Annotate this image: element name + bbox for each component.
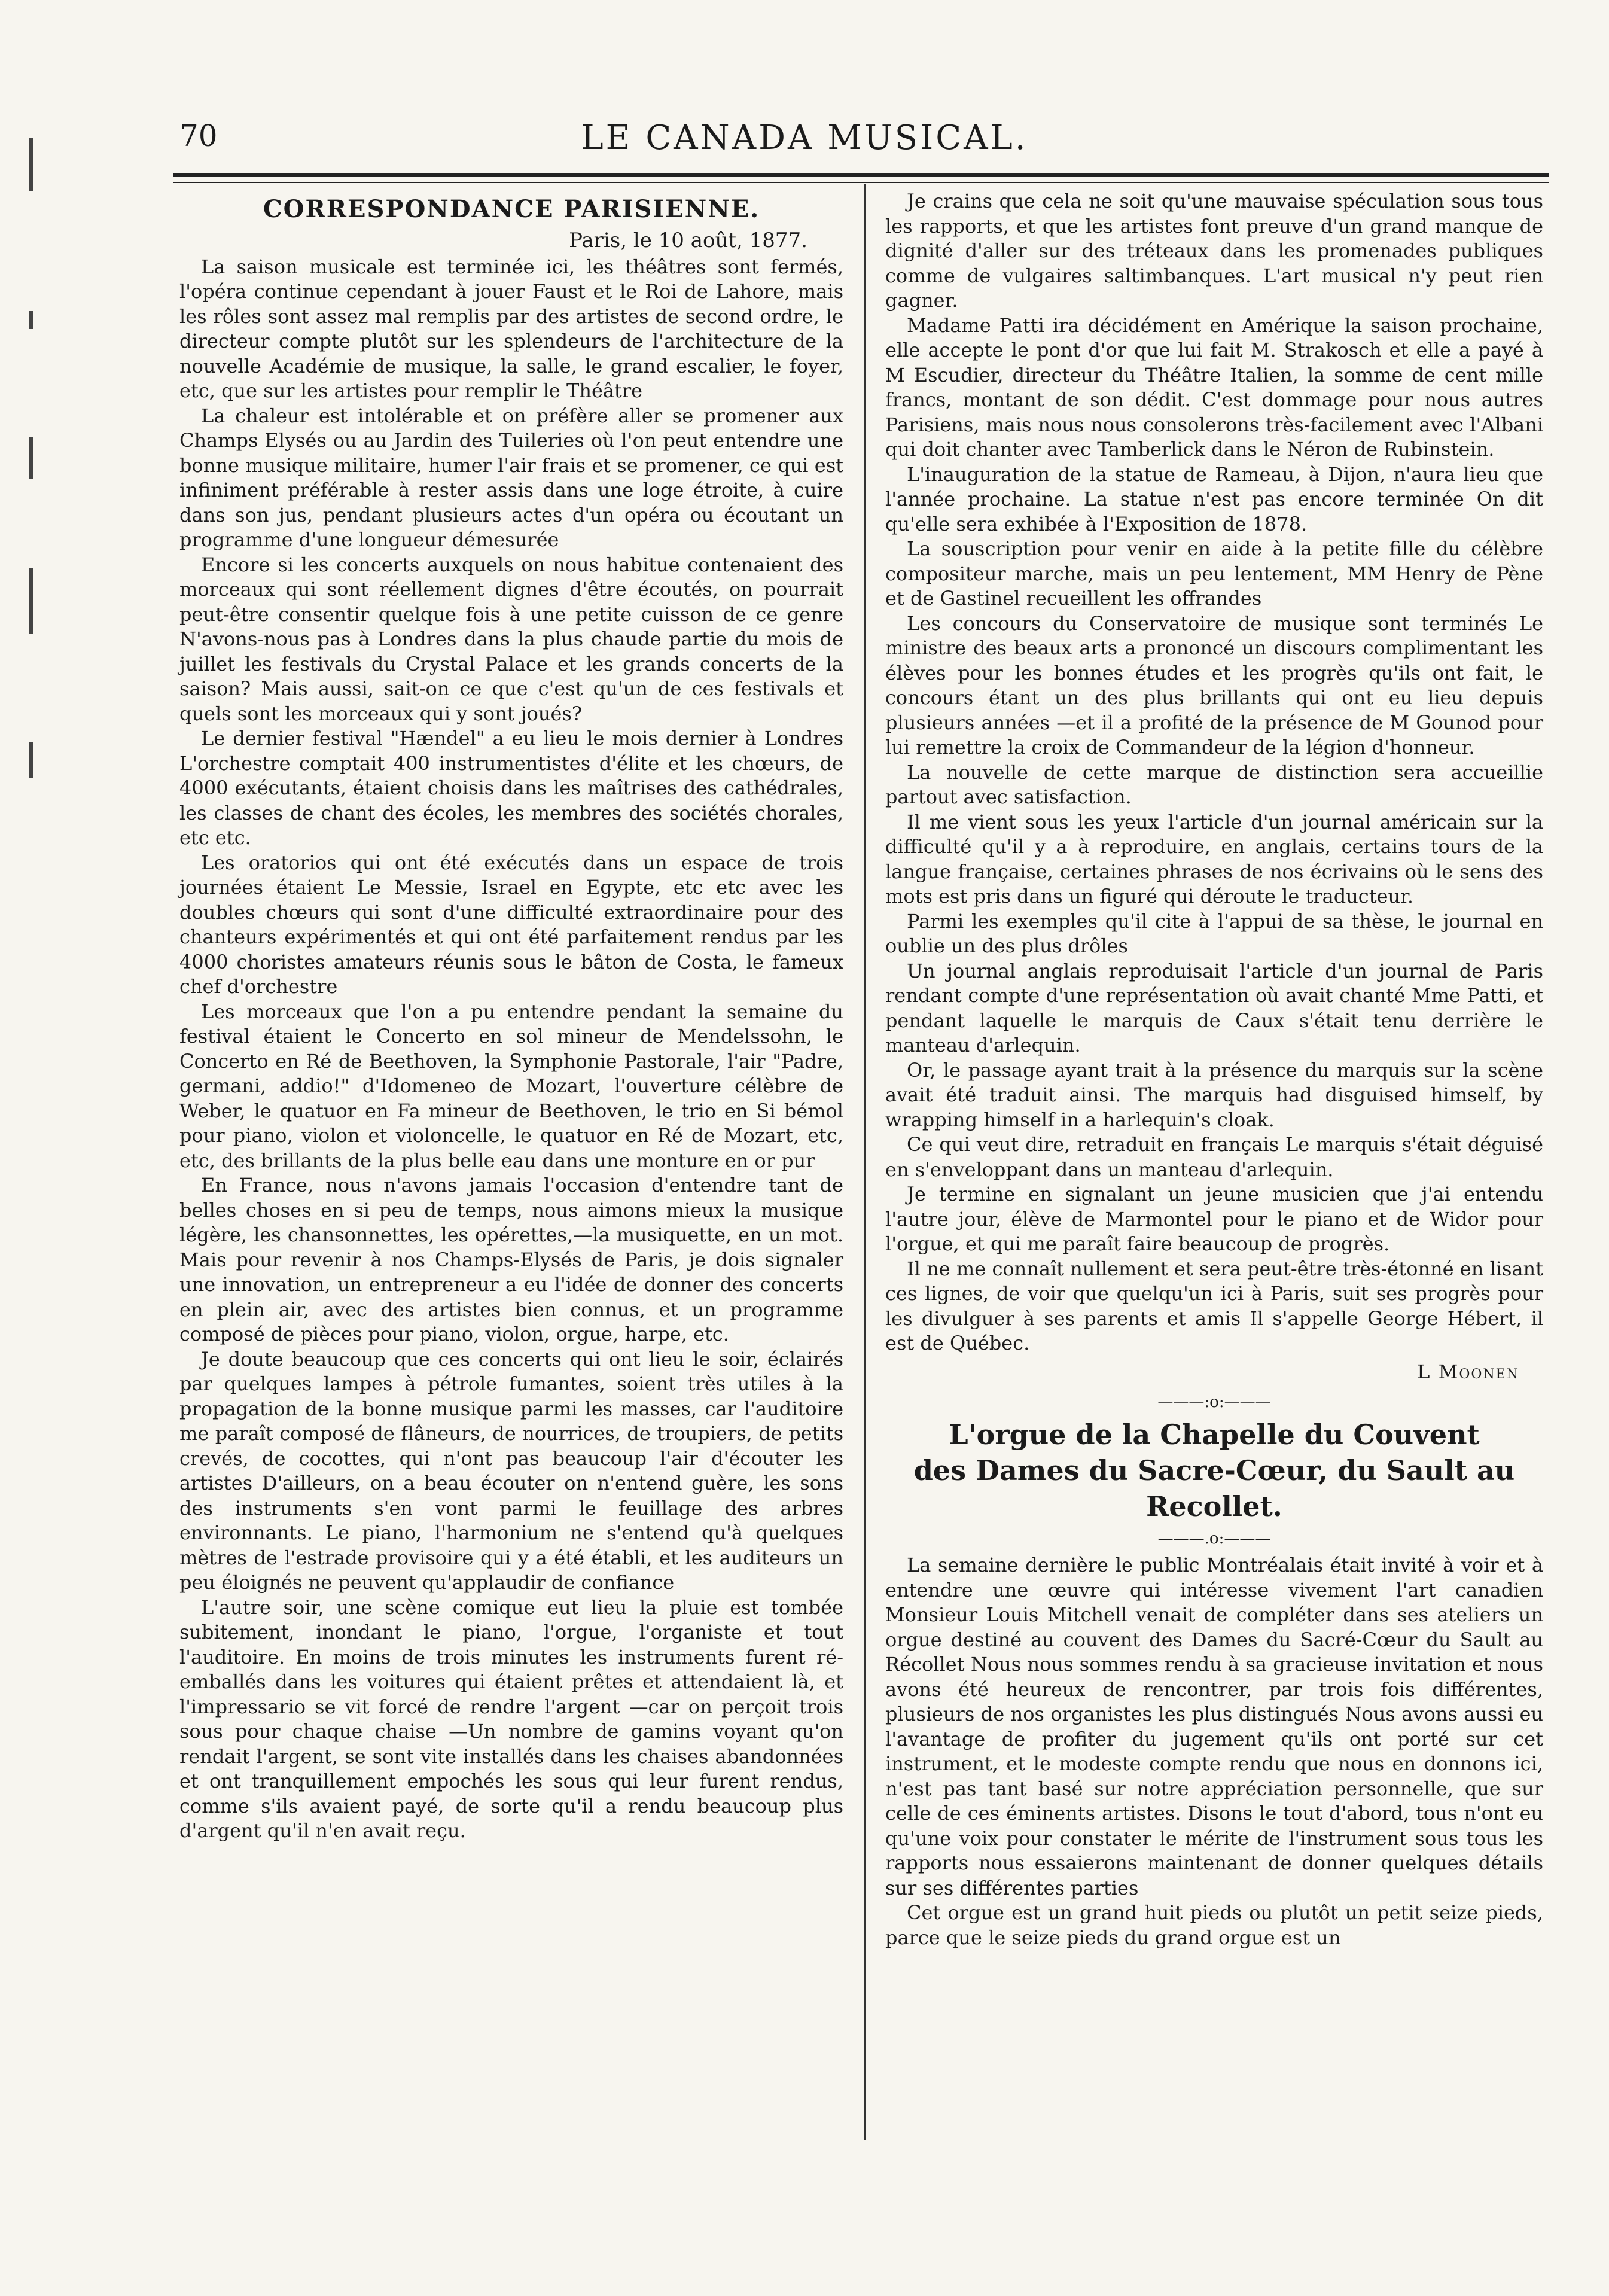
separator: ———:o:———: [1157, 1393, 1271, 1411]
paragraph: Je termine en signalant un jeune musicien que j'ai entendu l'autre jour, élève de Marmontel pour le piano et de Widor pour l'orgue, et qui me paraît faire beaucoup de progrès.: [885, 1183, 1543, 1255]
paragraph: La chaleur est intolérable et on préfère aller se promener aux Champs Elysés ou au Jardin des Tuileries où l'on peut entendre une bonne musique militaire, humer l'air frais et se promener, ce qui est infiniment préférable à rester assis dans une loge étroite, à cuire dans son jus, pendant plusieurs actes d'un opéra ou écoutant un programme d'une longueur démesurée: [179, 404, 843, 551]
paragraph: En France, nous n'avons jamais l'occasion d'entendre tant de belles choses en si peu de temps, nous aimons mieux la musique légère, les chansonnettes, les opérettes,—la musiquette, en un mot. Mais pour revenir à nos Champs-Elysés de Paris, je dois signaler une innovation, un entrepreneur a eu l'idée de donner des concerts en plein air, avec des artistes bien connus, et un programme composé de pièces pour piano, violon, orgue, harpe, etc.: [179, 1174, 843, 1345]
paragraph: Encore si les concerts auxquels on nous habitue contenaient des morceaux qui sont réellement dignes d'être écoutés, on pourrait peut-être consentir quelque fois à une petite cuisson de ce genre N'avons-nous pas à Londres dans la plus chaude partie du mois de juillet les festivals du Crystal Palace et les grands concerts de la saison? Mais aussi, sait-on ce que c'est qu'un de ces festivals et quels sont les morceaux qui y sont joués?: [179, 553, 843, 725]
right-column: [885, 189, 1543, 1950]
paragraph: Les oratorios qui ont été exécutés dans un espace de trois journées étaient Le Messie, Israel en Egypte, etc etc avec les doubles chœurs qui sont d'une difficulté extraordinaire pour des chanteurs expérimentés et qui ont été parfaitement rendus par les 4000 choristes amateurs réunis sous le bâton de Costa, le fameux chef d'orchestre: [179, 851, 843, 998]
scan-edge-marks: [23, 120, 47, 1017]
paragraph: L'inauguration de la statue de Rameau, à Dijon, n'aura lieu que l'année prochaine. La statue n'est pas encore terminée On dit qu'elle sera exhibée à l'Exposition de 1878.: [885, 462, 1543, 535]
paragraph: Parmi les exemples qu'il cite à l'appui de sa thèse, le journal en oublie un des plus drôles: [885, 909, 1543, 957]
paragraph: Or, le passage ayant trait à la présence du marquis sur la scène avait été traduit ainsi. The marquis had disguised himself, by wrapping himself in a harlequin's cloak.: [885, 1058, 1543, 1131]
paragraph: La souscription pour venir en aide à la petite fille du célèbre compositeur marche, mais un peu lentement, MM Henry de Pène et de Gastinel recueillent les offrandes: [885, 537, 1543, 610]
paragraph: L'autre soir, une scène comique eut lieu la pluie est tombée subitement, inondant le piano, l'orgue, l'organiste et tout l'auditoire. En moins de trois minutes les instruments furent ré-emballés dans les voitures qui étaient prêtes et attendaient là, et l'impressario se vit forcé de rendre l'argent —car on perçoit trois sous pour chaque chaise —Un nombre de gamins voyant qu'on rendait l'argent, se sont vite installés dans les chaises abandonnées et ont tranquillement empochés les sous qui leur furent rendus, comme s'ils avaient payé, de sorte qu'il a rendu beaucoup plus d'argent qu'il n'en avait reçu.: [179, 1595, 843, 1842]
paragraph: Il ne me connaît nullement et sera peut-être très-étonné en lisant ces lignes, de voir que quelqu'un ici à Paris, suit ses progrès pour les divulguer à ses parents et amis Il s'appelle George Hébert, il est de Québec.: [885, 1257, 1543, 1354]
article-title-line-2: des Dames du Sacre-Cœur, du Sault au Recollet.: [913, 1454, 1515, 1522]
paragraph: Je crains que cela ne soit qu'une mauvaise spéculation sous tous les rapports, et que les artistes font preuve d'un grand manque de dignité d'aller sur des tréteaux dans les promenades publiques comme de vulgaires saltimbanques. L'art musical n'y peut rien gagner.: [885, 190, 1543, 312]
header-rule: [173, 173, 1549, 177]
running-title: LE CANADA MUSICAL.: [581, 118, 1028, 157]
separator: ———.o:———: [1157, 1530, 1271, 1548]
paragraph: Un journal anglais reproduisait l'article d'un journal de Paris rendant compte d'une représentation où avait chanté Mme Patti, et pendant laquelle le marquis de Caux s'était tenu derrière le manteau d'arlequin.: [885, 959, 1543, 1056]
paragraph: La nouvelle de cette marque de distinction sera accueillie partout avec satisfaction.: [885, 760, 1543, 808]
paragraph: La saison musicale est terminée ici, les théâtres sont fermés, l'opéra continue cependant à jouer Faust et le Roi de Lahore, mais les rôles sont assez mal remplis par des artistes de second ordre, le directeur compte plutôt sur les splendeurs de l'architecture de la nouvelle Académie de musique, la salle, le grand escalier, le foyer, etc, que sur les artistes pour remplir le Théâtre: [179, 255, 843, 402]
article-title-line-1: L'orgue de la Chapelle du Couvent: [949, 1418, 1480, 1451]
header-rule-thin: [173, 182, 1549, 183]
paragraph: Il me vient sous les yeux l'article d'un journal américain sur la difficulté qu'il y a à reproduire, en anglais, certains tours de la langue française, certaines phrases de nos écrivains où le sens des mots est pris dans un figuré qui déroute le traducteur.: [885, 810, 1543, 908]
signature: L Moonen: [1417, 1360, 1519, 1383]
paragraph: Je doute beaucoup que ces concerts qui ont lieu le soir, éclairés par quelques lampes à pétrole fumantes, soient très utiles à la propagation de la bonne musique parmi les masses, car l'auditoire me paraît composé de flâneurs, de nourrices, de troupiers, de petits crevés, de cocottes, qui n'ont pas beaucoup l'air d'écouter les artistes D'ailleurs, on a beau écouter on n'entend guère, les sons des instruments s'en vont parmi le feuillage des arbres environnants. Le piano, l'harmonium ne s'entend qu'à quelques mètres de l'estrade provisoire qui y a été établi, et les auditeurs un peu éloignés ne peuvent qu'applaudir de confiance: [179, 1347, 843, 1594]
paragraph: Madame Patti ira décidément en Amérique la saison prochaine, elle accepte le pont d'or que lui fait M. Strakosch et elle a payé à M Escudier, directeur du Théâtre Italien, la somme de cent mille francs, montant de son dédit. C'est dommage pour nous autres Parisiens, mais nous nous consolerons très-facilement avec l'Albani qui doit chanter avec Tamberlick dans le Néron de Rubinstein.: [885, 313, 1543, 461]
page-number: 70: [179, 118, 218, 153]
paragraph: Les morceaux que l'on a pu entendre pendant la semaine du festival étaient le Concerto en sol mineur de Mendelssohn, le Concerto en Ré de Beethoven, la Symphonie Pastorale, l'air "Padre, germani, addio!" d'Idomeneo de Mozart, l'ouverture célèbre de Weber, le quatuor en Fa mineur de Beethoven, le trio en Si bémol pour piano, violon et violoncelle, le quatuor en Ré de Mozart, etc, etc, des brillants de la plus belle eau dans une monture en or pur: [179, 1000, 843, 1172]
column-divider: [864, 184, 866, 2140]
paragraph: Le dernier festival "Hændel" a eu lieu le mois dernier à Londres L'orchestre comptait 400 instrumentistes d'élite et les chœurs, de 4000 exécutants, étaient choisis dans les maîtrises des cathédrales, les classes de chant des écoles, les membres des sociétés chorales, etc etc.: [179, 727, 843, 849]
left-column: [179, 189, 843, 1844]
dateline: Paris, le 10 août, 1877.: [569, 229, 807, 252]
paragraph: Cet orgue est un grand huit pieds ou plutôt un petit seize pieds, parce que le seize pieds du grand orgue est un: [885, 1901, 1543, 1949]
paragraph: Les concours du Conservatoire de musique sont terminés Le ministre des beaux arts a prononcé un discours complimentant les élèves pour les bonnes études et les progrès qu'ils ont fait, le concours étant un des plus brillants qui ont eu lieu depuis plusieurs années —et il a profité de la présence de M Gounod pour lui remettre la croix de Commandeur de la légion d'honneur.: [885, 611, 1543, 759]
paragraph: Ce qui veut dire, retraduit en français Le marquis s'était déguisé en s'enveloppant dans un manteau d'arlequin.: [885, 1133, 1543, 1181]
paragraph: La semaine dernière le public Montréalais était invité à voir et à entendre une œuvre qui intéresse vivement l'art canadien Monsieur Louis Mitchell venait de compléter dans ses ateliers un orgue destiné au couvent des Dames du Sacré-Cœur du Sault au Récollet Nous nous sommes rendu à sa gracieuse invitation et nous avons été heureux de rencontrer, par trois fois différentes, plusieurs de nos organistes les plus distingués Nous avons aussi eu l'avantage de profiter du jugement qu'ils ont porté sur cet instrument, et le modeste compte rendu que nous en donnons ici, n'est pas tant basé sur notre appréciation personnelle, que sur celle de ces éminents artistes. Disons le tout d'abord, tous n'ont eu qu'une voix pour constater le mérite de l'instrument sous tous les rapports nous essaierons maintenant de donner quelques détails sur ses différentes parties: [885, 1554, 1543, 1899]
section-heading: CORRESPONDANCE PARISIENNE.: [263, 195, 760, 223]
